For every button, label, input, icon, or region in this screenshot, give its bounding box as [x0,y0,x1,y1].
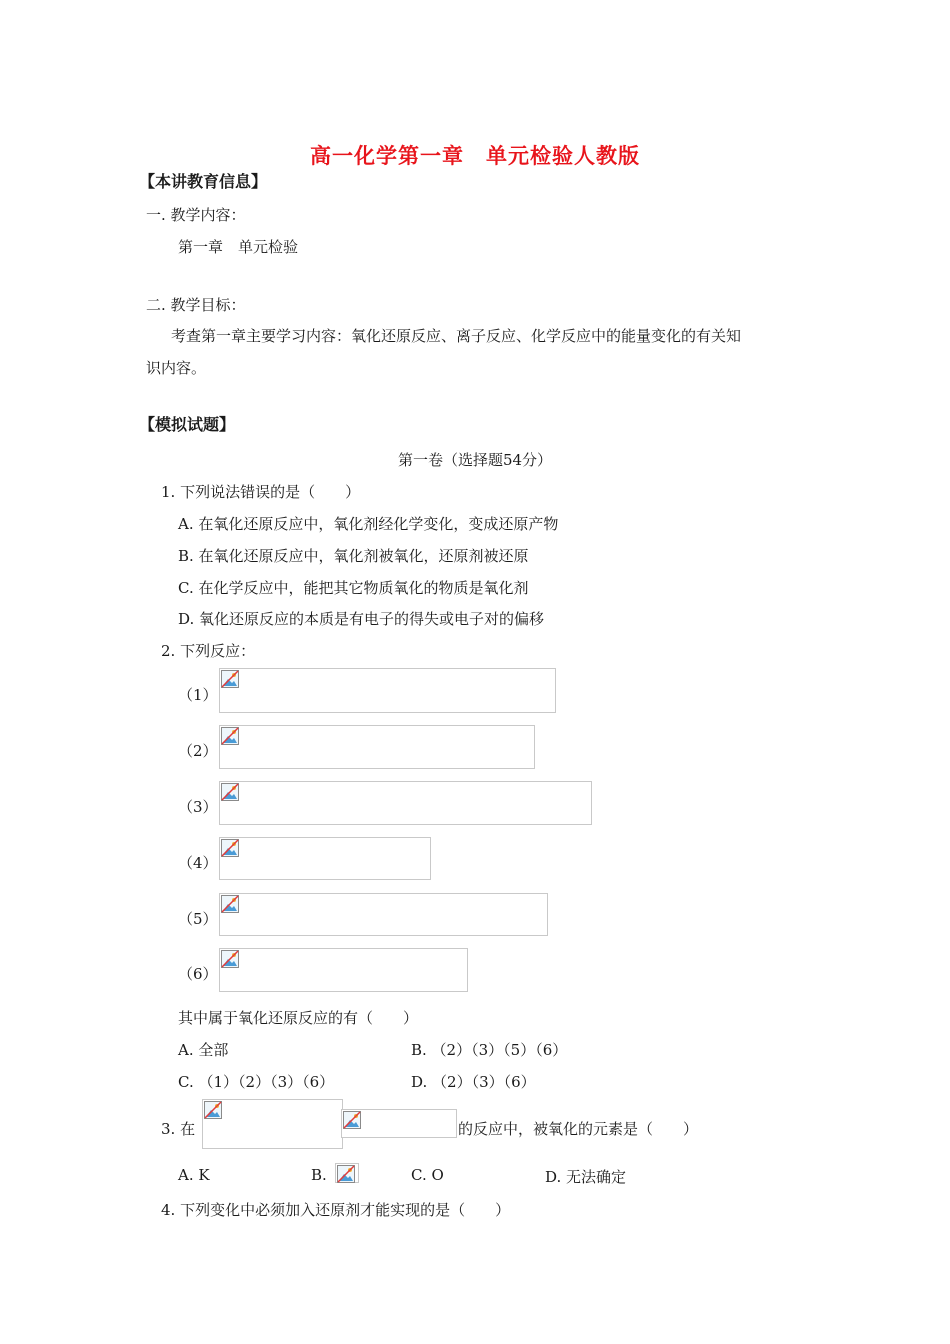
q2-stem: 2. 下列反应： [161,642,256,660]
broken-image-icon [221,783,239,801]
goal-label: 二. 教学目标： [146,296,246,314]
reaction-image-1 [219,668,556,713]
q3-option-a: A. K [178,1166,210,1184]
broken-image-icon [204,1101,222,1119]
reaction-label-3: （3） [178,798,218,816]
reaction-label-5: （5） [178,910,218,928]
reaction-label-2: （2） [178,742,218,760]
reaction-label-6: （6） [178,965,218,983]
q1-option-c: C. 在化学反应中，能把其它物质氧化的物质是氧化剂 [178,579,529,597]
q2-question: 其中属于氧化还原反应的有（ ） [178,1009,419,1027]
q1-option-a: A. 在氧化还原反应中，氧化剂经化学变化，变成还原产物 [178,515,559,533]
goal-text-line2: 识内容。 [146,359,207,377]
q2-option-b: B. （2）（3）（5）（6） [411,1041,568,1059]
info-header: 【本讲教育信息】 [139,172,268,191]
reaction-image-5 [219,893,548,936]
reaction-image-3 [219,781,592,825]
q4-stem: 4. 下列变化中必须加入还原剂才能实现的是（ ） [161,1201,511,1219]
broken-image-icon [337,1165,355,1183]
broken-image-icon [221,895,239,913]
q1-option-b: B. 在氧化还原反应中，氧化剂被氧化，还原剂被还原 [178,547,529,565]
q3-option-d: D. 无法确定 [545,1168,627,1186]
reaction-label-4: （4） [178,854,218,872]
q1-option-d: D. 氧化还原反应的本质是有电子的得失或电子对的偏移 [178,610,545,628]
goal-text-line1: 考查第一章主要学习内容：氧化还原反应、离子反应、化学反应中的能量变化的有关知 [171,327,742,345]
broken-image-icon [221,950,239,968]
reaction-image-2 [219,725,535,769]
q3-tail: 的反应中，被氧化的元素是（ ） [458,1120,699,1138]
broken-image-icon [221,839,239,857]
q3-option-c: C. O [411,1166,444,1184]
reaction-image-6 [219,948,468,992]
q3-option-b-image [335,1163,359,1183]
broken-image-icon [221,670,239,688]
q2-option-d: D. （2）（3）（6） [411,1073,536,1091]
broken-image-icon [221,727,239,745]
q1-stem: 1. 下列说法错误的是（ ） [161,483,361,501]
q2-option-c: C. （1）（2）（3）（6） [178,1073,335,1091]
reaction-image-4 [219,837,431,880]
broken-image-icon [343,1111,361,1129]
part-title: 第一卷（选择题54分） [397,451,553,469]
content-label: 一. 教学内容： [146,206,246,224]
q3-equation-image [202,1099,343,1149]
q3-option-b: B. [311,1166,327,1184]
q3-equation-image-2 [341,1109,457,1138]
q3-number: 3. 在 [161,1120,196,1138]
sim-header: 【模拟试题】 [139,415,236,434]
content-text: 第一章 单元检验 [178,238,299,256]
reaction-label-1: （1） [178,686,218,704]
q2-option-a: A. 全部 [178,1041,229,1059]
page-title: 高一化学第一章 单元检验人教版 [310,144,640,168]
